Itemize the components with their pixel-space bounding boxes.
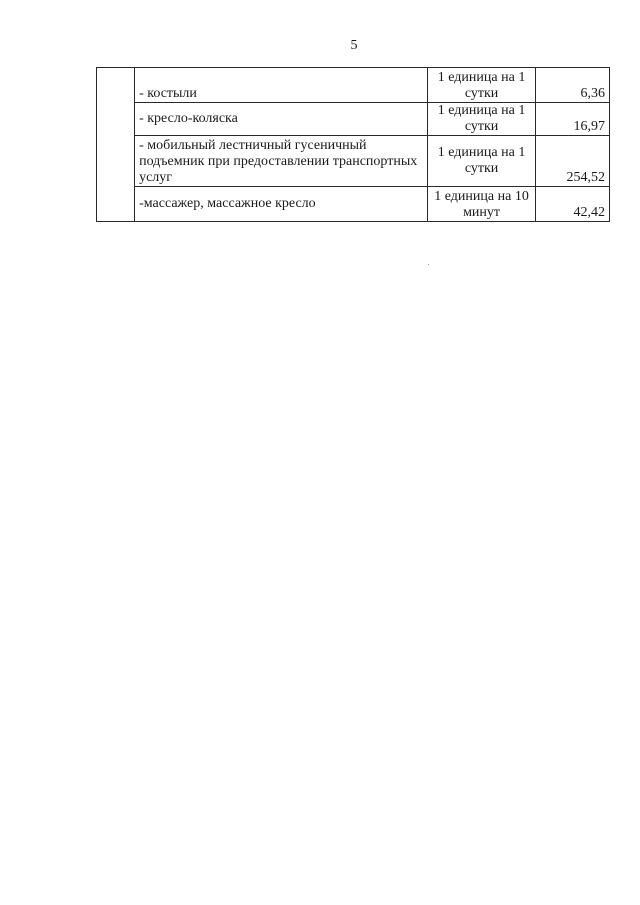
unit-cell: 1 единица на 1 сутки xyxy=(428,103,535,136)
unit-cell: 1 единица на 1 сутки xyxy=(428,68,535,103)
page-number: 5 xyxy=(350,38,358,53)
service-name-cell: -массажер, массажное кресло xyxy=(135,187,428,222)
index-cell xyxy=(97,68,135,222)
service-name-cell: - костыли xyxy=(135,68,428,103)
service-name-cell: - мобильный лестничный гусеничный подъемник при предоставлении транспортных услуг xyxy=(135,136,428,187)
unit-cell: 1 единица на 1 сутки xyxy=(428,136,535,187)
scan-speck xyxy=(428,264,429,265)
price-cell: 16,97 xyxy=(535,103,609,136)
price-cell: 6,36 xyxy=(535,68,609,103)
services-price-table xyxy=(96,67,610,222)
unit-cell: 1 единица на 10 минут xyxy=(428,187,535,222)
price-cell: 42,42 xyxy=(535,187,609,222)
service-name-cell: - кресло-коляска xyxy=(135,103,428,136)
table-row xyxy=(97,103,610,136)
price-cell: 254,52 xyxy=(535,136,609,187)
table-row xyxy=(97,187,610,222)
table-row xyxy=(97,136,610,187)
table-row xyxy=(97,68,610,103)
